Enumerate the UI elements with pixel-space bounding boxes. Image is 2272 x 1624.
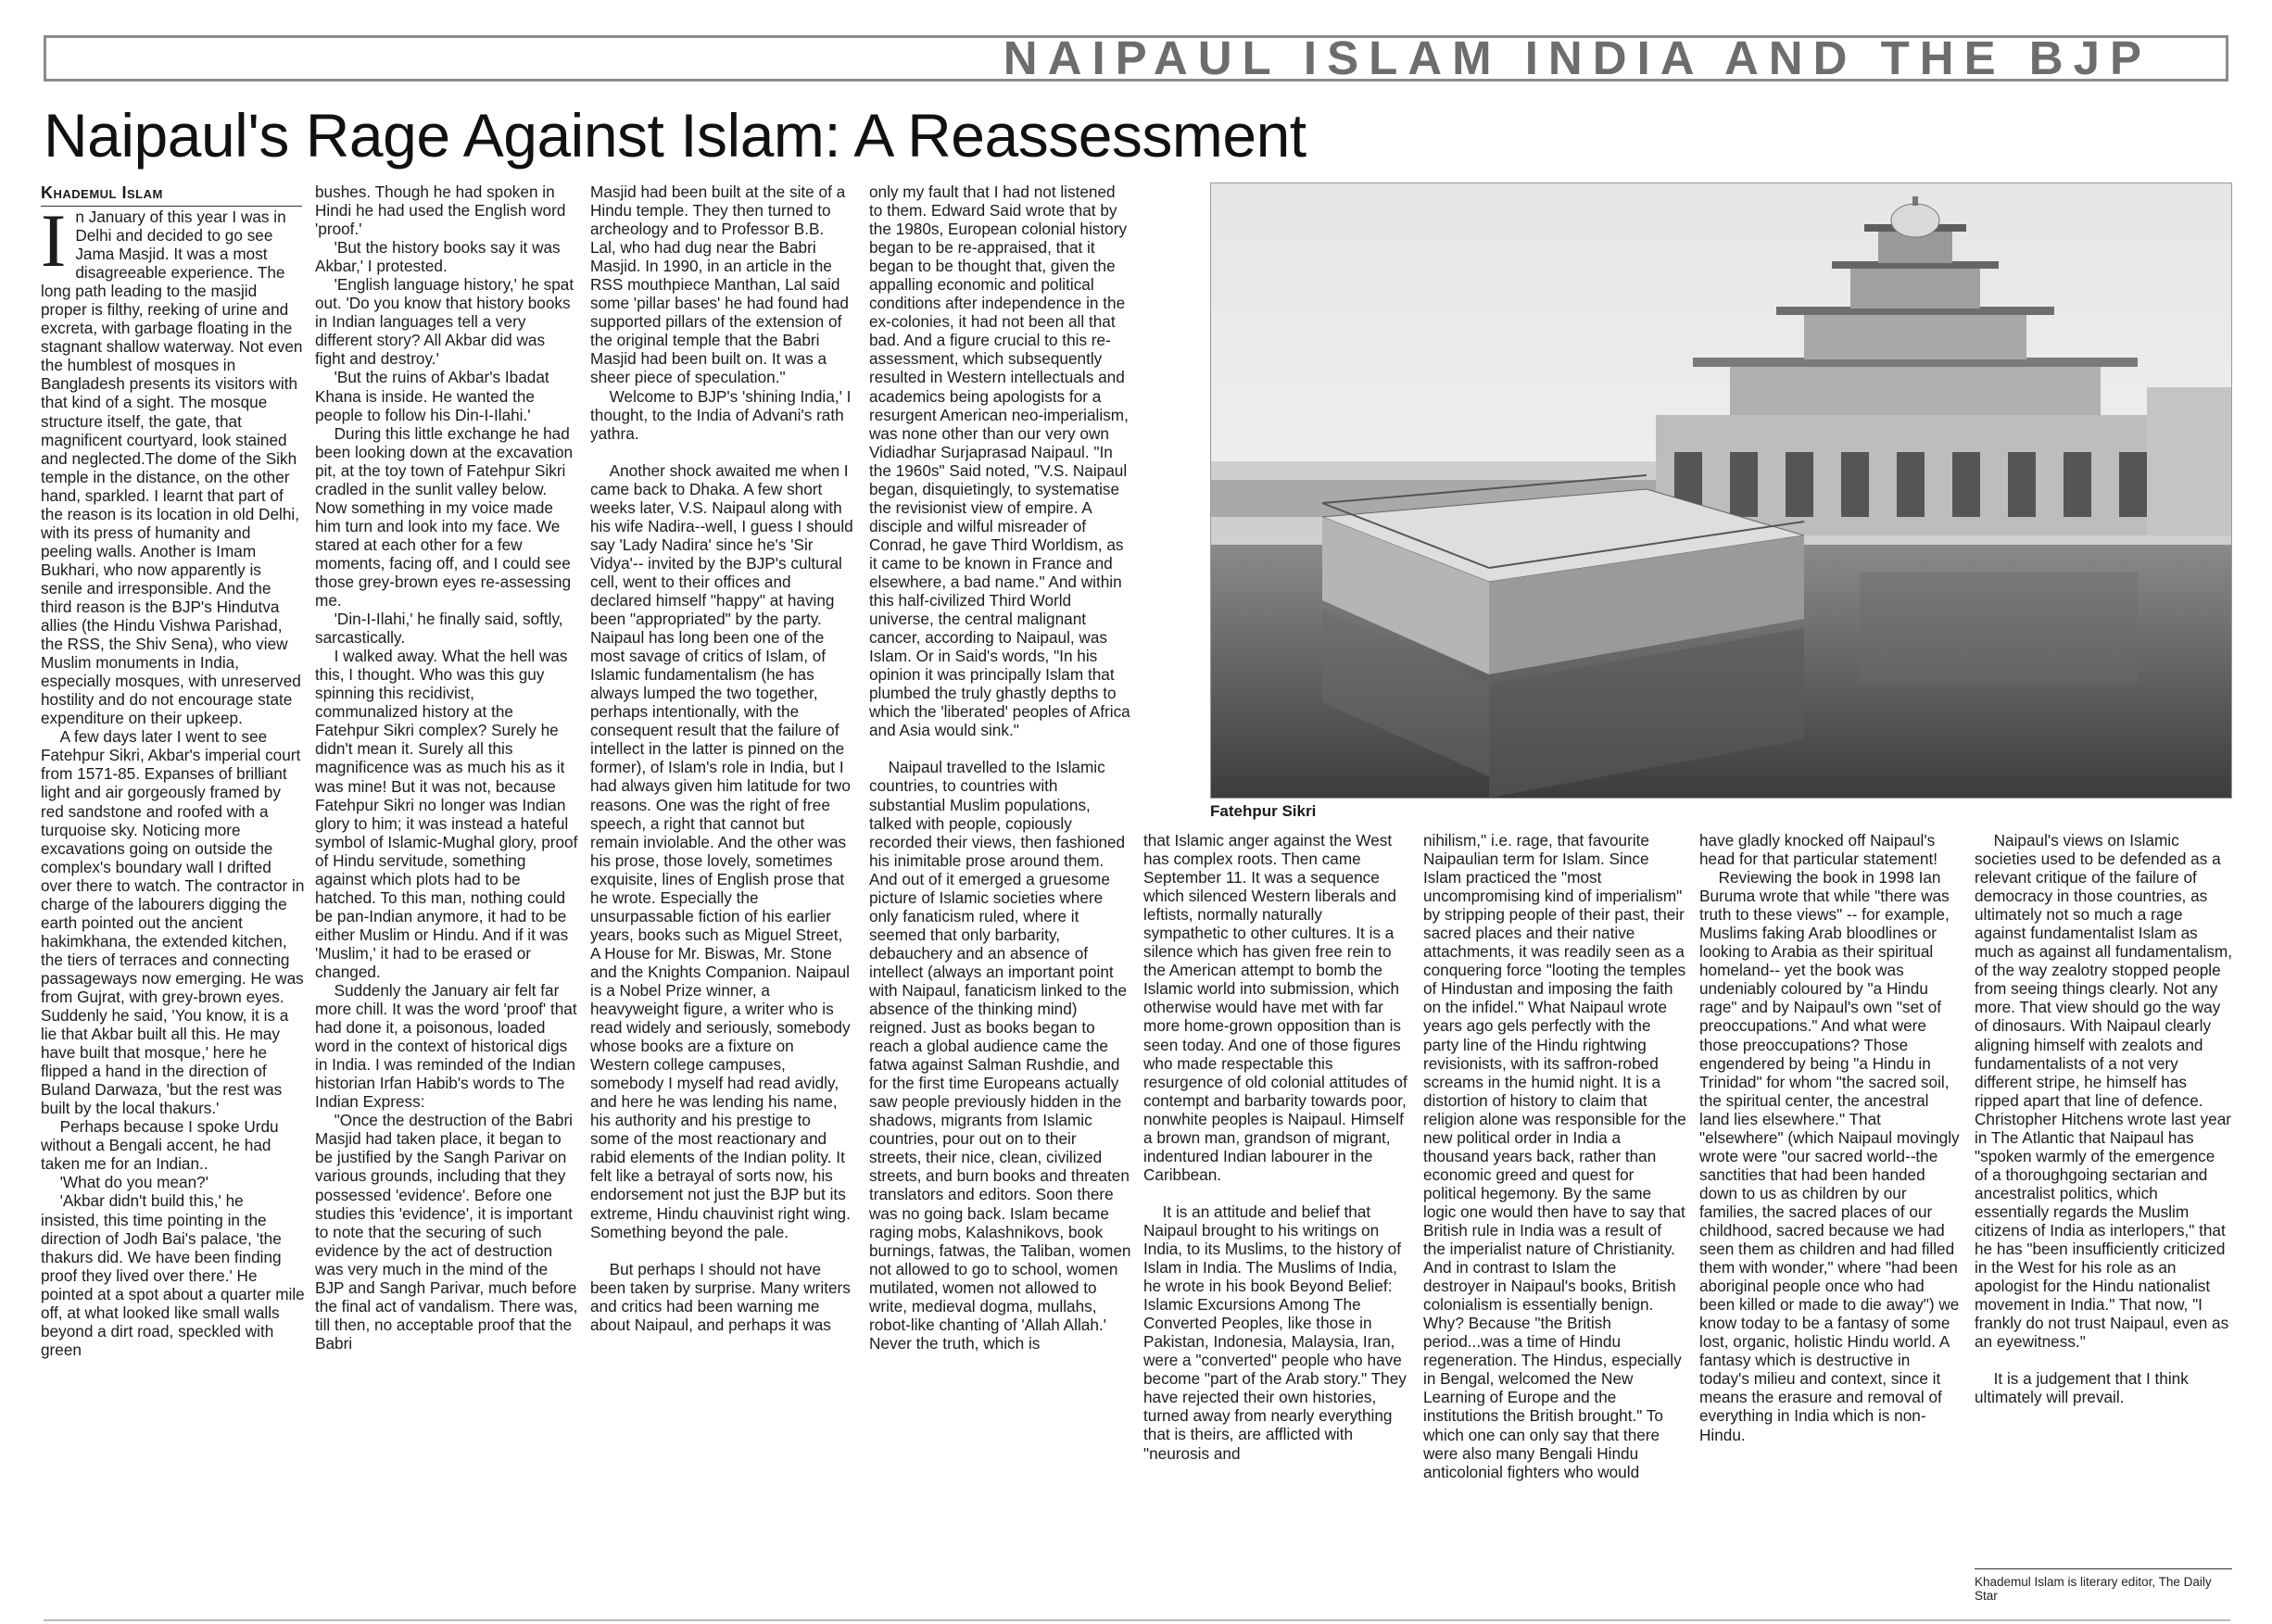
paragraph: Perhaps because I spoke Urdu without a Bengali accent, he had taken me for an Indian.. <box>41 1117 279 1174</box>
text-column-5 <box>1143 831 1410 1609</box>
paragraph: only my fault that I had not listened to them. Edward Said wrote that by the 1980s, European colonial history began to be re-appraised, that it began to be thought that, given the appalling economic and political conditions after independence in the ex-colonies, it had not been all that bad. And a figure crucial to this re-assessment, which subsequently resulted in Western intellectuals and academics being apologists for a resurgent American neo-imperialism, was none other than our very own Vidiadhar Surjaprasad Naipaul. "In the 1960s" Said noted, "V.S. Naipaul began, disquietingly, to systematise the revisionist view of empire. A disciple and wilful misreader of Conrad, he gave Third Worldism, as it came to be known in France and elsewhere, a bad name." And within this half-civilized Third World universe, the central malignant cancer, according to Naipaul, was Islam. Or in Said's words, "In his opinion it was principally Islam that plumbed the truly ghastly depths to which the 'liberated' peoples of Africa and Asia would sink." <box>869 183 1130 740</box>
paragraph: Another shock awaited me when I came back to Dhaka. A few short weeks later, V.S. Naipaul along with his wife Nadira--well, I guess I should say 'Lady Nadira' since he's 'Sir Vidya'-- invited by the BJP's cultural cell, went to their offices and declared himself "happy" at having been "appropriated" by the party. Naipaul has long been one of the most savage of critics of Islam, of Islamic fundamentalism (he has always lumped the two together, perhaps intentionally, with the consequent result that the failure of intellect in the latter is pinned on the former), of Islam's role in India, but I had always given him latitude for two reasons. One was the right of free speech, a right that cannot but remain inviolable. And the other was his prose, those lovely, sometimes exquisite, lines of English prose that he wrote. Especially the unsurpassable fiction of his earlier years, books such as Miguel Street, A House for Mr. Biswas, Mr. Stone and the Knights Companion. Naipaul is a Nobel Prize winner, a heavyweight figure, a writer who is read widely and seriously, somebody whose books are a fixture on Western college campuses, somebody I myself had read avidly, and here he was lending his name, his authority and his prestige to some of the most reactionary and rabid elements of the Indian polity. It felt like a betrayal of sorts now, his endorsement not just the BJP but its extreme, Hindu chauvinist right wing. Something beyond the pale. <box>590 460 853 1241</box>
section-header-box <box>44 31 2228 84</box>
paragraph: 'Akbar didn't build this,' he insisted, this time pointing in the direction of Jodh Bai's palace, 'the thakurs did. We have been finding proof they lived over there.' He pointed at a spot about a quarter mile off, at what looked like small walls beyond a dirt road, speckled with green <box>41 1191 305 1359</box>
section-title: NAIPAUL ISLAM INDIA AND THE BJP <box>1003 31 2152 84</box>
author-byline: Khademul Islam <box>41 183 302 207</box>
text-column-3 <box>590 183 853 1609</box>
text-column-2 <box>315 183 579 1609</box>
paragraph: nihilism," i.e. rage, that favourite Naipaulian term for Islam. Since Islam practiced the "most uncompromising kind of imperialism" by stripping people of their past, their sacred places and their native attachments, it was readily seen as a conquering force "looting the temples of Hindustan and imposing the faith on the infidel." What Naipaul wrote years ago gels perfectly with the party line of the Hindu rightwing revisionists, with its saffron-robed screams in the humid night. It is a distortion of history to claim that religion alone was responsible for the new political order in India a thousand years back, rather than economic greed and quest for political hegemony. By the same logic one would then have to say that British rule in India was a result of the imperialist nature of Christianity. And in contrast to Islam the destroyer in Naipaul's books, British colonialism is essentially benign. Why? Because "the British period...was a time of Hindu regeneration. The Hindus, especially in Bengal, welcomed the New Learning of Europe and the institutions the British brought." To which one can only say that there were also many Bengali Hindu anticolonial fighters who would <box>1423 831 1686 1481</box>
paragraph: In January of this year I was in Delhi and decided to go see Jama Masjid. It was a most disagreeable experience. The long path leading to the masjid proper is filthy, reeking of urine and excreta, with garbage floating in the stagnant shallow waterway. Not even the humblest of mosques in Bangladesh presents its visitors with that kind of a sight. The mosque structure itself, the gate, that magnificent courtyard, look stained and neglected.The dome of the Sikh temple in the distance, on the other hand, sparkled. I learnt that part of the reason is its location in old Delhi, with its press of humanity and peeling walls. Another is Imam Bukhari, who now apparently is senile and irresponsible. And the third reason is the BJP's Hindutva allies (the Hindu Vishwa Parishad, the RSS, the Shiv Sena), who view Muslim monuments in India, especially mosques, with unreserved hostility and do not encourage state expenditure on their upkeep. <box>41 198 303 728</box>
text-column-7 <box>1699 831 1961 1609</box>
paragraph: A few days later I went to see Fatehpur Sikri, Akbar's imperial court from 1571-85. Expanses of brilliant light and air gorgeously framed by red sandstone and roofed with a turquoise sky. Noticing more excavations going on outside the complex's boundary wall I drifted over there to watch. The contractor in charge of the labourers digging the earth pointed out the ancient hakimkhana, the extended kitchen, the tiers of terraces and connecting passageways now emerging. He was from Gujrat, with grey-brown eyes. Suddenly he said, 'You know, it is a lie that Akbar built all this. He may have built that mosque,' here he flipped a hand in the direction of Buland Darwaza, 'but the rest was built by the local thakurs.' <box>41 727 305 1118</box>
author-note: Khademul Islam is literary editor, The Daily Star <box>1975 1568 2232 1603</box>
photo-caption: Fatehpur Sikri <box>1210 802 1317 820</box>
paragraph: It is a judgement that I think ultimately will prevail. <box>1975 1369 2189 1407</box>
paragraph: 'But the ruins of Akbar's Ibadat Khana is inside. He wanted the people to follow his Din-I-Ilahi.' <box>315 368 549 424</box>
paragraph: Naipaul's views on Islamic societies used to be defended as a relevant critique of the failure of democracy in those countries, as ultimately not so much a rage against fundamentalist Islam as much as against all fundamentalism, of the way zealotry stopped people from seeing things clearly. Not any more. That view should go the way of dinosaurs. With Naipaul clearly aligning himself with zealots and fundamentalists of a not very different stripe, he himself has ripped apart that line of defence. Christopher Hitchens wrote last year in The Atlantic that Naipaul has "spoken warmly of the emergence of a thoroughgoing sectarian and ancestralist politics, which essentially regards the Muslim citizens of India as interlopers," that he has "been insufficiently criticized in the West for his role as an apologist for the Hindu nationalist movement in India." That now, "I frankly do not trust Naipaul, even as an eyewitness." <box>1975 831 2233 1352</box>
paragraph: But perhaps I should not have been taken by surprise. Many writers and critics had been warning me about Naipaul, and perhaps it was <box>590 1259 851 1334</box>
paragraph: Suddenly the January air felt far more chill. It was the word 'proof' that had done it, a poisonous, loaded word in the context of historical digs in India. I was reminded of the Indian historian Irfan Habib's words to The Indian Express: <box>315 981 577 1112</box>
paragraph: During this little exchange he had been looking down at the excavation pit, at the toy town of Fatehpur Sikri cradled in the sunlit valley below. Now something in my voice made him turn and look into my face. We stared at each other for a few moments, facing off, and I could see those grey-brown eyes re-assessing me. <box>315 423 574 611</box>
paragraph: It is an attitude and belief that Naipaul brought to his writings on India, to its Muslims, to the history of Islam in India. The Muslims of India, he wrote in his book Beyond Belief: Islamic Excursions Among The Converted Peoples, like those in Pakistan, Indonesia, Malaysia, Iran, were a "converted" people who have become "part of the Arab story." They have rejected their own histories, turned away from nearly everything that is theirs, are afflicted with "neurosis and <box>1143 1202 1407 1463</box>
fatehpur-sikri-photo <box>1210 183 2232 799</box>
text-column-8 <box>1975 831 2232 1572</box>
paragraph: that Islamic anger against the West has complex roots. Then came September 11. It was a sequence which silenced Western liberals and leftists, normally naturally sympathetic to other cultures. It is a silence which has given free rein to the American attempt to bomb the Islamic world into submission, which otherwise would have met with far more home-grown opposition than is seen today. And one of those figures who made respectable this resurgence of old colonial attitudes of contempt and barbarity towards poor, nonwhite peoples is Naipaul. Himself a brown man, grandson of migrant, indentured Indian labourer in the Caribbean. <box>1143 831 1407 1184</box>
palace-illustration <box>1211 183 2231 798</box>
text-column-6 <box>1423 831 1686 1609</box>
text-column-1 <box>41 198 306 1611</box>
text-column-4 <box>869 183 1132 1353</box>
paragraph: 'What do you mean?' <box>59 1173 209 1192</box>
paragraph: Reviewing the book in 1998 Ian Buruma wrote that while "there was truth to these views" -- for example, Muslims faking Arab bloodlines or looking to Arabia as their spiritual homeland-- yet the book was undeniably coloured by "a Hindu rage" and by Naipaul's own "set of preoccupations." And what were those preoccupations? Those engendered by being "a Hindu in Trinidad" for whom "the sacred soil, the spiritual center, the ancestral land lies elsewhere." That "elsewhere" (which Naipaul movingly wrote were "our sacred world--the sanctities that had been handed down to us as children by our families, the sacred places of our childhood, sacred because we had seen them as children and had filled them with wonder," where "had been aboriginal people once who had been killed or made to die away") we know today to be a fantasy of some lost, organic, holistic Hindu world. A fantasy which is destructive in today's milieu and context, since it means the erasure and removal of everything in India which is non-Hindu. <box>1699 868 1960 1444</box>
paragraph: "Once the destruction of the Babri Masjid had taken place, it began to be justified by the Sangh Parivar on various grounds, including that they possessed 'evidence'. Before one studies this 'evidence', it is important to note that the securing of such evidence by the act of destruction was very much in the mind of the BJP and Sangh Parivar, much before the final act of vandalism. There was, till then, no acceptable proof that the Babri <box>315 1111 578 1353</box>
paragraph: 'But the history books say it was Akbar,' I protested. <box>315 238 561 276</box>
paragraph: 'Din-I-Ilahi,' he finally said, softly, sarcastically. <box>315 610 563 648</box>
paragraph: Welcome to BJP's 'shining India,' I thought, to the India of Advani's rath yathra. <box>590 386 852 443</box>
bottom-rule <box>44 1619 2230 1621</box>
drop-cap: I <box>41 198 67 283</box>
paragraph: I walked away. What the hell was this, I thought. Who was this guy spinning this recidivist, communalized history at the Fatehpur Sikri complex? Surely he didn't mean it. Surely all this magnificence was as much his as it was mine! But it was not, because Fatehpur Sikri no longer was Indian glory to him; it was instead a hateful symbol of Islamic-Mughal glory, proof of Hindu servitude, something against which plots had to be hatched. To this man, nothing could be pan-Indian anymore, it had to be either Muslim or Hindu. And if it was 'Muslim,' it had to be erased or changed. <box>315 647 578 981</box>
paragraph: 'English language history,' he spat out. 'Do you know that history books in Indian languages tell a very different story? All Akbar did was fight and destroy.' <box>315 275 574 369</box>
paragraph: Masjid had been built at the site of a Hindu temple. They then turned to archeology and to Professor B.B. Lal, who had dug near the Babri Masjid. In 1990, in an article in the RSS mouthpiece Manthan, Lal said some 'pillar bases' he had found had supported pillars of the extension of the original temple that the Babri Masjid had been built on. It was a sheer piece of speculation." <box>590 183 849 387</box>
article-headline: Naipaul's Rage Against Islam: A Reassessment <box>44 101 1306 170</box>
paragraph: bushes. Though he had spoken in Hindi he had used the English word 'proof.' <box>315 183 566 239</box>
paragraph: have gladly knocked off Naipaul's head for that particular statement! <box>1699 831 1938 869</box>
paragraph: Naipaul travelled to the Islamic countries, to countries with substantial Muslim populations, talked with people, copiously recorded their views, then fashioned his inimitable prose around them. And out of it emerged a gruesome picture of Islamic societies where only fanaticism ruled, where it seemed that only barbarity, debauchery and an absence of intellect (always an important point with Naipaul, fanaticism linked to the absence of the thinking mind) reigned. Just as books began to reach a global audience came the fatwa against Salman Rushdie, and for the first time Europeans actually saw people previously hidden in the shadows, migrants from Islamic countries, pour out on to their streets, their nice, clean, civilized streets, and burn books and threaten translators and editors. Soon there was no going back. Islam became raging mobs, Kalashnikovs, book burnings, fatwas, the Taliban, women not allowed to go to school, women mutilated, women not allowed to write, medieval dogma, mullahs, robot-like chanting of 'Allah Allah.' Never the truth, which is <box>869 758 1131 1353</box>
